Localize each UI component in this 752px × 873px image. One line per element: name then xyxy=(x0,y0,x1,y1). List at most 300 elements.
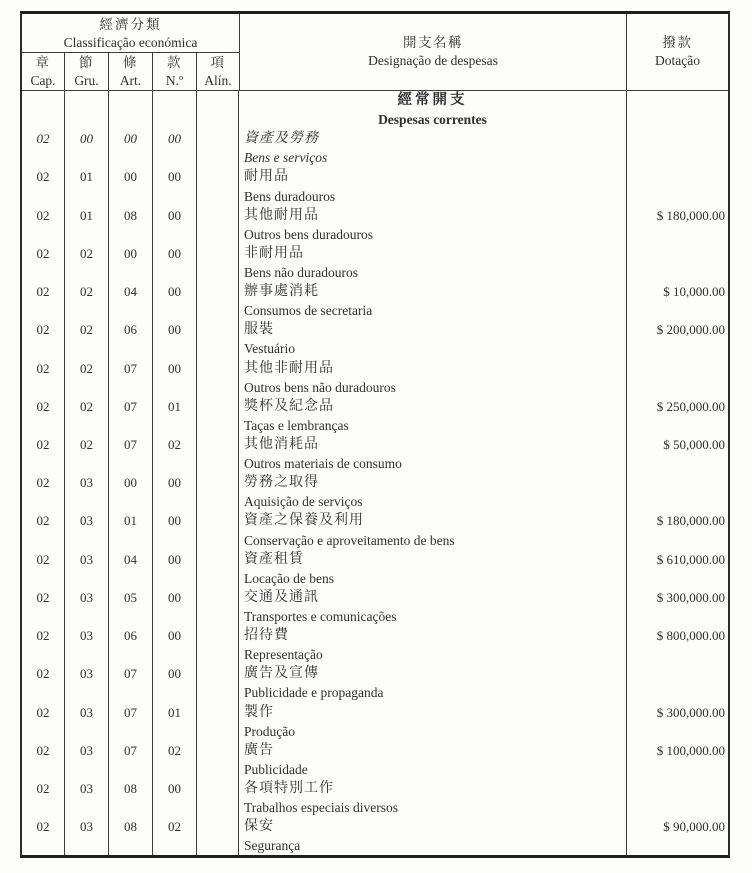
budget-entry xyxy=(22,359,728,397)
cell-alin xyxy=(197,129,239,148)
cell-gru: 03 xyxy=(65,741,109,760)
cell-art: 08 xyxy=(109,817,153,836)
cell-designation-pt: Consumos de secretaria xyxy=(239,301,627,320)
cell-empty xyxy=(65,91,109,110)
cell-num: 01 xyxy=(153,703,197,722)
budget-entry xyxy=(22,550,728,588)
cell-empty xyxy=(153,187,197,206)
cell-alin xyxy=(197,741,239,760)
cell-empty xyxy=(65,683,109,702)
budget-entry xyxy=(22,397,728,435)
budget-entry xyxy=(22,626,728,664)
cell-designation-pt: Taças e lembranças xyxy=(239,416,627,435)
cell-alin xyxy=(197,664,239,683)
cell-empty xyxy=(22,301,65,320)
cell-designation-zh: 各項特別工作 xyxy=(239,779,627,798)
budget-entry xyxy=(22,244,728,282)
section-title-row-zh xyxy=(22,91,728,110)
cell-empty xyxy=(65,339,109,358)
cell-empty xyxy=(65,225,109,244)
table-row-pt xyxy=(22,607,728,626)
cell-art: 07 xyxy=(109,703,153,722)
cell-amount xyxy=(627,664,728,683)
cell-designation-pt: Representação xyxy=(239,645,627,664)
cell-designation-pt: Bens não duradouros xyxy=(239,263,627,282)
cell-designation-zh: 廣告 xyxy=(239,741,627,760)
cell-empty xyxy=(109,187,153,206)
cell-amount: $ 610,000.00 xyxy=(656,551,725,567)
cell-designation-pt: Outros materiais de consumo xyxy=(239,454,627,473)
cell-cap: 02 xyxy=(22,320,65,339)
cell-empty xyxy=(109,378,153,397)
cell-art: 07 xyxy=(109,664,153,683)
column-header-gru-pt: Gru. xyxy=(74,73,99,88)
cell-empty xyxy=(627,416,728,435)
column-header-num xyxy=(153,53,197,90)
cell-gru: 00 xyxy=(65,129,109,148)
cell-empty xyxy=(627,148,728,167)
cell-empty xyxy=(197,148,239,167)
cell-empty xyxy=(65,301,109,320)
budget-rows xyxy=(22,129,728,855)
cell-num: 00 xyxy=(153,167,197,186)
table-row-zh xyxy=(22,206,728,225)
cell-empty xyxy=(65,760,109,779)
cell-empty xyxy=(109,836,153,855)
column-header-alin-zh: 項 xyxy=(210,55,226,70)
cell-empty xyxy=(153,225,197,244)
cell-empty xyxy=(65,416,109,435)
cell-empty xyxy=(109,607,153,626)
cell-empty xyxy=(65,645,109,664)
column-header-cap-pt: Cap. xyxy=(30,73,56,88)
budget-entry xyxy=(22,282,728,320)
cell-designation-pt: Segurança xyxy=(239,836,627,855)
table-row-zh xyxy=(22,397,728,416)
cell-empty xyxy=(197,91,239,110)
cell-empty xyxy=(22,454,65,473)
cell-art: 00 xyxy=(109,129,153,148)
cell-designation-pt: Publicidade xyxy=(239,760,627,779)
cell-empty xyxy=(65,492,109,511)
cell-empty xyxy=(627,569,728,588)
cell-amount: $ 200,000.00 xyxy=(656,322,725,338)
table-header xyxy=(22,14,728,91)
cell-empty xyxy=(65,148,109,167)
cell-num: 00 xyxy=(153,282,197,301)
cell-empty xyxy=(627,683,728,702)
cell-num: 01 xyxy=(153,397,197,416)
section-title-zh: 經常開支 xyxy=(239,91,627,110)
cell-art: 00 xyxy=(109,167,153,186)
cell-art: 08 xyxy=(109,206,153,225)
cell-empty xyxy=(153,760,197,779)
table-row-pt xyxy=(22,645,728,664)
cell-art: 04 xyxy=(109,282,153,301)
cell-empty xyxy=(153,798,197,817)
cell-empty xyxy=(22,683,65,702)
cell-empty xyxy=(627,798,728,817)
table-row-zh xyxy=(22,550,728,569)
cell-cap: 02 xyxy=(22,664,65,683)
cell-empty xyxy=(153,645,197,664)
cell-empty xyxy=(109,339,153,358)
budget-entry xyxy=(22,435,728,473)
cell-empty xyxy=(627,531,728,550)
cell-empty xyxy=(153,301,197,320)
cell-empty xyxy=(197,339,239,358)
table-row-zh xyxy=(22,473,728,492)
cell-empty xyxy=(65,836,109,855)
cell-empty xyxy=(197,454,239,473)
cell-num: 00 xyxy=(153,244,197,263)
cell-num: 02 xyxy=(153,817,197,836)
cell-alin xyxy=(197,550,239,569)
cell-designation-zh: 勞務之取得 xyxy=(239,473,627,492)
cell-empty xyxy=(109,91,153,110)
cell-art: 00 xyxy=(109,473,153,492)
cell-empty xyxy=(627,645,728,664)
cell-num: 00 xyxy=(153,588,197,607)
cell-empty xyxy=(197,531,239,550)
cell-num: 00 xyxy=(153,626,197,645)
cell-cap: 02 xyxy=(22,167,65,186)
column-header-num-zh: 款 xyxy=(167,55,182,70)
cell-empty xyxy=(627,378,728,397)
cell-cap: 02 xyxy=(22,129,65,148)
cell-cap: 02 xyxy=(22,244,65,263)
cell-empty xyxy=(153,416,197,435)
table-row-pt xyxy=(22,148,728,167)
budget-entry xyxy=(22,817,728,855)
cell-designation-pt: Produção xyxy=(239,722,627,741)
table-row-pt xyxy=(22,722,728,741)
allocation-label-zh: 撥款 xyxy=(662,35,693,50)
budget-entry xyxy=(22,320,728,358)
table-row-pt xyxy=(22,683,728,702)
column-header-gru xyxy=(65,53,109,90)
cell-alin xyxy=(197,703,239,722)
table-row-zh xyxy=(22,511,728,530)
cell-amount xyxy=(627,359,728,378)
cell-empty xyxy=(109,492,153,511)
budget-entry xyxy=(22,473,728,511)
cell-empty xyxy=(22,531,65,550)
cell-empty xyxy=(109,110,153,129)
cell-designation-zh: 資產之保養及利用 xyxy=(239,511,627,530)
cell-num: 00 xyxy=(153,359,197,378)
designation-label-pt: Designação de despesas xyxy=(368,53,498,68)
table-row-pt xyxy=(22,836,728,855)
cell-alin xyxy=(197,359,239,378)
table-row-pt xyxy=(22,187,728,206)
section-title-pt: Despesas correntes xyxy=(239,110,627,129)
cell-alin xyxy=(197,473,239,492)
cell-amount xyxy=(627,167,728,186)
allocation-label-pt: Dotação xyxy=(655,53,700,68)
cell-empty xyxy=(22,607,65,626)
table-row-zh xyxy=(22,320,728,339)
cell-designation-pt: Transportes e comunicações xyxy=(239,607,627,626)
cell-num: 02 xyxy=(153,435,197,454)
cell-designation-zh: 招待費 xyxy=(239,626,627,645)
cell-art: 06 xyxy=(109,320,153,339)
cell-num: 00 xyxy=(153,779,197,798)
cell-empty xyxy=(627,760,728,779)
cell-empty xyxy=(109,531,153,550)
table-row-zh xyxy=(22,626,728,645)
table-row-pt xyxy=(22,798,728,817)
cell-empty xyxy=(153,91,197,110)
cell-cap: 02 xyxy=(22,435,65,454)
cell-amount xyxy=(627,244,728,263)
budget-entry xyxy=(22,167,728,205)
cell-empty xyxy=(197,607,239,626)
cell-gru: 02 xyxy=(65,359,109,378)
cell-gru: 03 xyxy=(65,588,109,607)
cell-gru: 03 xyxy=(65,664,109,683)
cell-empty xyxy=(627,225,728,244)
table-row-pt xyxy=(22,454,728,473)
cell-gru: 03 xyxy=(65,626,109,645)
cell-empty xyxy=(153,454,197,473)
cell-cap: 02 xyxy=(22,397,65,416)
table-row-zh xyxy=(22,282,728,301)
cell-cap: 02 xyxy=(22,588,65,607)
cell-alin xyxy=(197,588,239,607)
cell-empty xyxy=(109,569,153,588)
cell-num: 00 xyxy=(153,473,197,492)
cell-empty xyxy=(109,722,153,741)
cell-empty xyxy=(65,607,109,626)
cell-empty xyxy=(109,301,153,320)
table-row-zh xyxy=(22,703,728,722)
cell-empty xyxy=(22,187,65,206)
cell-amount: $ 100,000.00 xyxy=(656,742,725,758)
cell-empty xyxy=(197,645,239,664)
budget-entry xyxy=(22,206,728,244)
cell-designation-zh: 非耐用品 xyxy=(239,244,627,263)
cell-empty xyxy=(197,569,239,588)
cell-empty xyxy=(627,263,728,282)
table-row-zh xyxy=(22,129,728,148)
cell-num: 00 xyxy=(153,664,197,683)
cell-cap: 02 xyxy=(22,282,65,301)
cell-cap: 02 xyxy=(22,817,65,836)
cell-empty xyxy=(153,263,197,282)
cell-empty xyxy=(65,569,109,588)
cell-amount: $ 300,000.00 xyxy=(656,704,725,720)
cell-empty xyxy=(22,836,65,855)
table-row-zh xyxy=(22,167,728,186)
cell-art: 07 xyxy=(109,435,153,454)
table-row-zh xyxy=(22,244,728,263)
table-row-zh xyxy=(22,779,728,798)
designation-label-zh: 開支名稱 xyxy=(403,35,463,50)
table-row-zh xyxy=(22,664,728,683)
cell-empty xyxy=(153,148,197,167)
cell-alin xyxy=(197,817,239,836)
cell-empty xyxy=(109,416,153,435)
cell-empty xyxy=(22,263,65,282)
cell-empty xyxy=(22,91,65,110)
cell-designation-pt: Conservação e aproveitamento de bens xyxy=(239,531,627,550)
cell-amount: $ 50,000.00 xyxy=(663,436,725,452)
cell-amount xyxy=(627,473,728,492)
cell-designation-zh: 其他耐用品 xyxy=(239,206,627,225)
cell-empty xyxy=(65,110,109,129)
cell-alin xyxy=(197,206,239,225)
cell-amount xyxy=(627,129,728,148)
cell-gru: 03 xyxy=(65,550,109,569)
column-header-cap xyxy=(22,53,65,90)
cell-cap: 02 xyxy=(22,703,65,722)
cell-alin xyxy=(197,779,239,798)
cell-empty xyxy=(65,798,109,817)
cell-amount: $ 800,000.00 xyxy=(656,628,725,644)
cell-designation-zh: 交通及通訊 xyxy=(239,588,627,607)
cell-empty xyxy=(153,492,197,511)
cell-alin xyxy=(197,511,239,530)
table-row-zh xyxy=(22,359,728,378)
cell-amount: $ 180,000.00 xyxy=(656,513,725,529)
cell-empty xyxy=(22,569,65,588)
cell-empty xyxy=(22,378,65,397)
cell-designation-zh: 耐用品 xyxy=(239,167,627,186)
cell-amount: $ 300,000.00 xyxy=(656,589,725,605)
cell-gru: 02 xyxy=(65,282,109,301)
cell-designation-zh: 廣告及宣傳 xyxy=(239,664,627,683)
cell-cap: 02 xyxy=(22,741,65,760)
cell-empty xyxy=(197,798,239,817)
cell-designation-zh: 資產租賃 xyxy=(239,550,627,569)
table-row-pt xyxy=(22,760,728,779)
cell-empty xyxy=(627,607,728,626)
cell-empty xyxy=(22,148,65,167)
cell-designation-pt: Outros bens não duradouros xyxy=(239,378,627,397)
cell-gru: 02 xyxy=(65,435,109,454)
cell-empty xyxy=(197,301,239,320)
cell-cap: 02 xyxy=(22,359,65,378)
section-title-row-pt xyxy=(22,110,728,129)
cell-empty xyxy=(109,645,153,664)
cell-cap: 02 xyxy=(22,473,65,492)
cell-empty xyxy=(197,683,239,702)
cell-empty xyxy=(22,760,65,779)
table-row-zh xyxy=(22,817,728,836)
cell-empty xyxy=(153,110,197,129)
cell-empty xyxy=(627,187,728,206)
cell-alin xyxy=(197,626,239,645)
cell-empty xyxy=(109,683,153,702)
cell-empty xyxy=(627,339,728,358)
cell-alin xyxy=(197,244,239,263)
classification-label-pt: Classificação económica xyxy=(63,35,198,50)
cell-empty xyxy=(627,301,728,320)
cell-empty xyxy=(627,91,728,110)
cell-num: 00 xyxy=(153,550,197,569)
cell-empty xyxy=(153,607,197,626)
cell-empty xyxy=(65,378,109,397)
cell-designation-pt: Bens duradouros xyxy=(239,187,627,206)
cell-alin xyxy=(197,397,239,416)
cell-art: 08 xyxy=(109,779,153,798)
table-row-zh xyxy=(22,741,728,760)
cell-cap: 02 xyxy=(22,550,65,569)
cell-empty xyxy=(153,683,197,702)
cell-empty xyxy=(22,645,65,664)
cell-designation-pt: Bens e serviços xyxy=(239,148,627,167)
cell-empty xyxy=(109,263,153,282)
budget-entry xyxy=(22,741,728,779)
cell-art: 05 xyxy=(109,588,153,607)
cell-art: 00 xyxy=(109,244,153,263)
table-row-pt xyxy=(22,378,728,397)
cell-empty xyxy=(197,836,239,855)
cell-empty xyxy=(153,569,197,588)
table-row-pt xyxy=(22,263,728,282)
table-row-pt xyxy=(22,225,728,244)
cell-empty xyxy=(65,531,109,550)
cell-designation-pt: Vestuário xyxy=(239,339,627,358)
cell-designation-pt: Locação de bens xyxy=(239,569,627,588)
cell-designation-zh: 其他非耐用品 xyxy=(239,359,627,378)
cell-empty xyxy=(197,378,239,397)
column-header-art-zh: 條 xyxy=(123,55,138,70)
cell-designation-zh: 製作 xyxy=(239,703,627,722)
classification-header-block xyxy=(22,14,240,90)
cell-num: 00 xyxy=(153,129,197,148)
cell-empty xyxy=(197,760,239,779)
table-row-zh xyxy=(22,588,728,607)
cell-designation-zh: 資產及勞務 xyxy=(239,129,627,148)
cell-empty xyxy=(197,263,239,282)
cell-empty xyxy=(109,148,153,167)
cell-alin xyxy=(197,435,239,454)
table-row-pt xyxy=(22,492,728,511)
cell-designation-zh: 保安 xyxy=(239,817,627,836)
column-header-art xyxy=(109,53,153,90)
cell-empty xyxy=(22,110,65,129)
cell-empty xyxy=(197,110,239,129)
cell-empty xyxy=(197,416,239,435)
cell-gru: 02 xyxy=(65,320,109,339)
cell-designation-pt: Aquisição de serviços xyxy=(239,492,627,511)
budget-entry xyxy=(22,511,728,549)
budget-entry xyxy=(22,664,728,702)
cell-num: 00 xyxy=(153,511,197,530)
cell-empty xyxy=(197,492,239,511)
column-header-alin xyxy=(197,53,239,90)
cell-gru: 02 xyxy=(65,397,109,416)
cell-gru: 01 xyxy=(65,206,109,225)
allocation-header xyxy=(627,14,728,90)
budget-entry xyxy=(22,588,728,626)
cell-empty xyxy=(197,225,239,244)
cell-alin xyxy=(197,167,239,186)
table-row-zh xyxy=(22,435,728,454)
cell-empty xyxy=(109,225,153,244)
cell-num: 00 xyxy=(153,206,197,225)
budget-table xyxy=(20,11,730,858)
cell-amount: $ 10,000.00 xyxy=(663,284,725,300)
cell-num: 02 xyxy=(153,741,197,760)
cell-empty xyxy=(153,339,197,358)
table-row-pt xyxy=(22,416,728,435)
table-row-pt xyxy=(22,339,728,358)
cell-empty xyxy=(627,454,728,473)
cell-alin xyxy=(197,320,239,339)
